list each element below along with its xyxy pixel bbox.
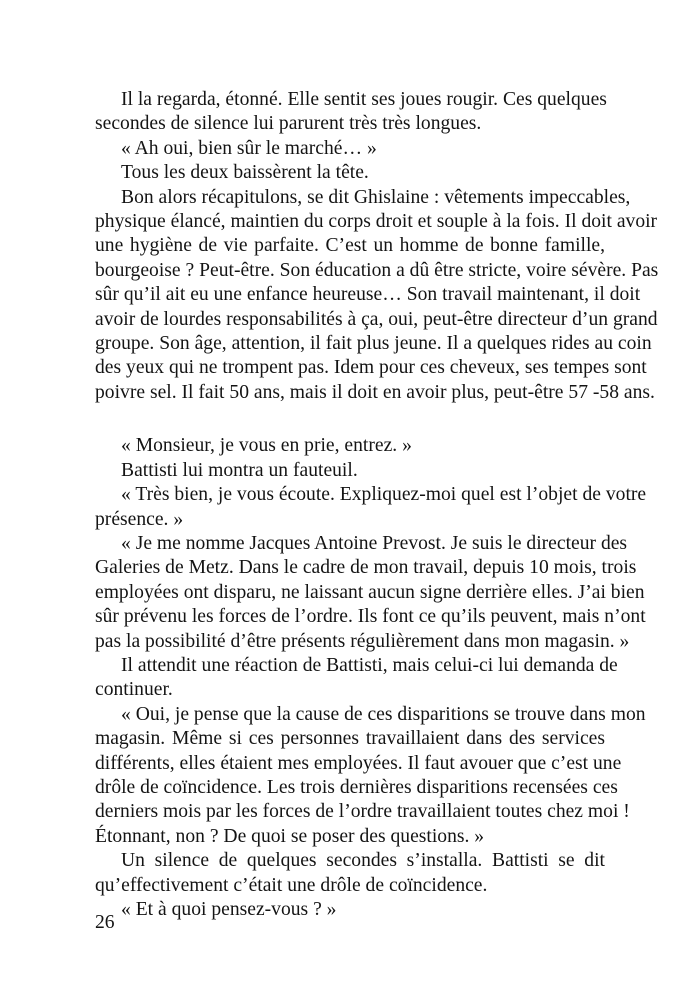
text-line: bourgeoise ? Peut-être. Son éducation a dû être stricte, voire sévère. Pas [95,259,659,281]
section-break [95,405,605,434]
text-line: sûr prévenu les forces de l’ordre. Ils font ce qu’ils peuvent, mais n’ont [95,606,646,628]
text-line: des yeux qui ne trompent pas. Idem pour ces cheveux, ses tempes sont [95,357,647,379]
text-line: Étonnant, non ? De quoi se poser des questions. » [95,825,485,847]
text-line: poivre sel. Il fait 50 ans, mais il doit en avoir plus, peut-être 57 -58 ans. [95,381,655,403]
text-line: Bon alors récapitulons, se dit Ghislaine : vêtements impeccables, [121,186,631,208]
text-line: Galeries de Metz. Dans le cadre de mon travail, depuis 10 mois, trois [95,557,637,579]
text-line: drôle de coïncidence. Les trois dernières disparitions recensées ces [95,776,618,798]
text-line: Tous les deux baissèrent la tête. [121,162,369,184]
paragraph [95,849,605,898]
text-line: « Très bien, je vous écoute. Expliquez-moi quel est l’objet de votre [121,484,647,506]
paragraph [95,654,618,703]
text-line: secondes de silence lui parurent très très longues. [95,113,482,135]
paragraph [95,532,646,654]
text-line: derniers mois par les forces de l’ordre travaillaient toutes chez moi ! [95,801,630,823]
text-line: différents, elles étaient mes employées. Il faut avouer que c’est une [95,752,622,774]
text-line: continuer. [95,679,173,701]
text-line: employées ont disparu, ne laissant aucun signe derrière elles. J’ai bien [95,581,645,603]
paragraph [95,88,605,137]
text-line: « Ah oui, bien sûr le marché… » [121,137,377,159]
page-number: 26 [95,912,115,933]
text-line: « Oui, je pense que la cause de ces disparitions se trouve dans mon [121,703,646,725]
paragraph [95,434,605,458]
text-line: magasin. Même si ces personnes travaillaient dans des services [95,728,605,750]
paragraph [95,703,646,849]
text-line: Il la regarda, étonné. Elle sentit ses joues rougir. Ces quelques [121,89,607,110]
text-line: une hygiène de vie parfaite. C’est un homme de bonne famille, [95,235,605,257]
text-line: Battisti lui montra un fauteuil. [121,459,358,481]
paragraph [95,186,659,406]
page-body-text [95,88,659,922]
text-line: physique élancé, maintien du corps droit et souple à la fois. Il doit avoir [95,211,658,233]
paragraph [95,161,605,185]
text-line: « Et à quoi pensez-vous ? » [121,899,337,920]
text-line: « Monsieur, je vous en prie, entrez. » [121,435,412,457]
text-line: « Je me nomme Jacques Antoine Prevost. Je suis le directeur des [121,532,628,554]
text-line: pas la possibilité d’être présents régulièrement dans mon magasin. » [95,630,630,652]
text-line: présence. » [95,508,184,530]
text-line: qu’effectivement c’était une drôle de coïncidence. [95,874,488,896]
text-line: Il attendit une réaction de Battisti, mais celui-ci lui demanda de [121,654,618,676]
paragraph [95,459,605,483]
paragraph [95,898,605,922]
paragraph [95,137,605,161]
text-line: Un silence de quelques secondes s’installa. Battisti se dit [121,850,605,872]
text-line: avoir de lourdes responsabilités à ça, oui, peut-être directeur d’un grand [95,308,658,330]
paragraph [95,483,647,532]
text-line: groupe. Son âge, attention, il fait plus jeune. Il a quelques rides au coin [95,333,652,355]
text-line: sûr qu’il ait eu une enfance heureuse… Son travail maintenant, il doit [95,284,641,306]
